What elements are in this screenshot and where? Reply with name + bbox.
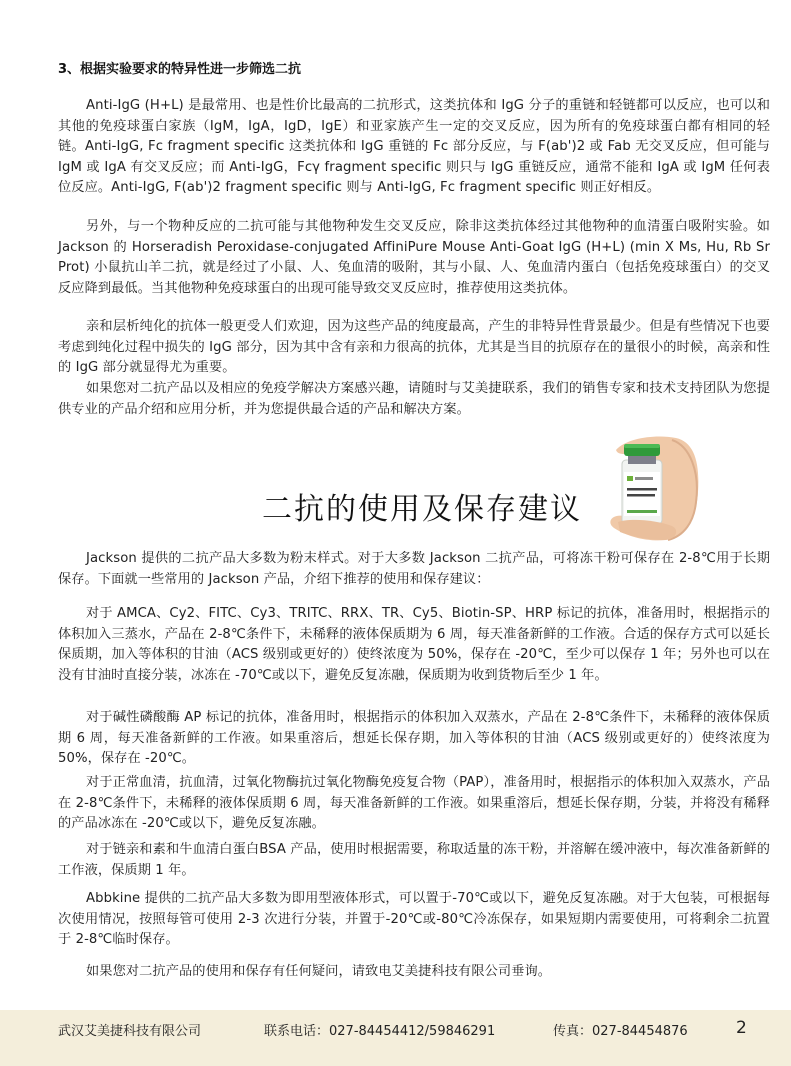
paragraph-abbkine-storage: Abbkine 提供的二抗产品大多数为即用型液体形式，可以置于-70℃或以下，避免反复冻融。对于大包装，可根据每次使用情况，按照每管可使用 2-3 次进行分装，并置于-20℃或-80℃冷冻保存，如果短期内需要使用，可将剩余二抗置于 2-8℃临时保存。 (58, 891, 770, 947)
paragraph-anti-igg: Anti-IgG (H+L) 是最常用、也是性价比最高的二抗形式，这类抗体和 IgG 分子的重链和轻链都可以反应，也可以和其他的免疫球蛋白家族（IgM，IgA，IgD，IgE）和亚家族产生一定的交叉反应，因为所有的免疫球蛋白都有相同的轻链。Anti-IgG, Fc fragment specific 这类抗体和 IgG 重链的 Fc 部分反应，与 F(ab')2 或 Fab 无交叉反应，但可能与 IgM 或 IgA 有交叉反应；而 Anti-IgG，Fcγ fragment specific 则只与 IgG 重链反应，通常不能和 IgA 或 IgM 任何表位反应。Anti-IgG, F(ab')2 fragment specific 则与 Anti-IgG, Fc fragment specific 则正好相反。 (58, 98, 770, 195)
paragraph-cross-reactivity: 另外，与一个物种反应的二抗可能与其他物种发生交叉反应，除非这类抗体经过其他物种的血清蛋白吸附实验。如 Jackson 的 Horseradish Peroxidase-conjugated AffiniPure Mouse Anti-Goat IgG (H+L) (min X Ms, Hu, Rb Sr Prot) 小鼠抗山羊二抗，就是经过了小鼠、人、兔血清的吸附，其与小鼠、人、兔血清内蛋白（包括免疫球蛋白）的交叉反应降到最低。当其他物种免疫球蛋白的出现可能导致交叉反应时，推荐使用这类抗体。 (58, 219, 770, 296)
vial-photo-image (576, 432, 704, 544)
paragraph-contact-inquiry: 如果您对二抗产品的使用和保存有任何疑问，请致电艾美捷科技有限公司垂询。 (86, 964, 552, 979)
footer-fax: 传真：027-84454876 (553, 1024, 688, 1039)
paragraph-affinity-purified: 亲和层析纯化的抗体一般更受人们欢迎，因为这些产品的纯度最高，产生的非特异性背景最少。但是有些情况下也要考虑到纯化过程中损失的 IgG 部分，因为其中含有亲和力很高的抗体，尤其是当目的抗原存在的量很小的时候，高亲和性的 IgG 部分就显得尤为重要。 (58, 319, 770, 375)
paragraph-jackson-intro: Jackson 提供的二抗产品大多数为粉末样式。对于大多数 Jackson 二抗产品，可将冻干粉可保存在 2-8℃用于长期保存。下面就一些常用的 Jackson 产品，介绍下推荐的使用和保存建议： (58, 551, 770, 587)
section-heading: 3、根据实验要求的特异性进一步筛选二抗 (58, 62, 302, 77)
paragraph-fluorophore-storage: 对于 AMCA、Cy2、FITC、Cy3、TRITC、RRX、TR、Cy5、Biotin-SP、HRP 标记的抗体，准备用时，根据指示的体积加入三蒸水，产品在 2-8℃条件下，未稀释的液体保质期为 6 周，每天准备新鲜的工作液。合适的保存方式可以延长保质期，加入等体积的甘油（ACS 级别或更好的）使终浓度为 50%，保存在 -20℃，至少可以保存 1 年；另外也可以在没有甘油时直接分装，冰冻在 -70℃或以下，避免反复冻融，保质期为收到货物后至少 1 年。 (58, 606, 770, 683)
paragraph-ap-storage: 对于碱性磷酸酶 AP 标记的抗体，准备用时，根据指示的体积加入双蒸水，产品在 2-8℃条件下，未稀释的液体保质期 6 周，每天准备新鲜的工作液。如果重溶后，想延长保存期，加入等体积的甘油（ACS 级别或更好的）使终浓度为 50%，保存在 -20℃。 (58, 710, 770, 766)
usage-title: 二抗的使用及保存建议 (262, 492, 582, 527)
paragraph-bsa-storage: 对于链亲和素和牛血清白蛋白BSA 产品，使用时根据需要，称取适量的冻干粉，并溶解在缓冲液中，每次准备新鲜的工作液，保质期 1 年。 (58, 842, 770, 878)
footer-phone: 联系电话：027-84454412/59846291 (264, 1024, 496, 1039)
page-number: 2 (736, 1018, 747, 1038)
paragraph-contact-interest: 如果您对二抗产品以及相应的免疫学解决方案感兴趣，请随时与艾美捷联系，我们的销售专家和技术支持团队为您提供专业的产品介绍和应用分析，并为您提供最合适的产品和解决方案。 (58, 381, 770, 417)
page-footer (0, 1010, 791, 1066)
footer-company: 武汉艾美捷科技有限公司 (58, 1024, 202, 1039)
paragraph-serum-storage: 对于正常血清，抗血清，过氧化物酶抗过氧化物酶免疫复合物（PAP），准备用时，根据指示的体积加入双蒸水，产品在 2-8℃条件下，未稀释的液体保质期 6 周，每天准备新鲜的工作液。如果重溶后，想延长保存期，分装，并将没有稀释的产品冰冻在 -20℃或以下，避免反复冻融。 (58, 775, 770, 831)
